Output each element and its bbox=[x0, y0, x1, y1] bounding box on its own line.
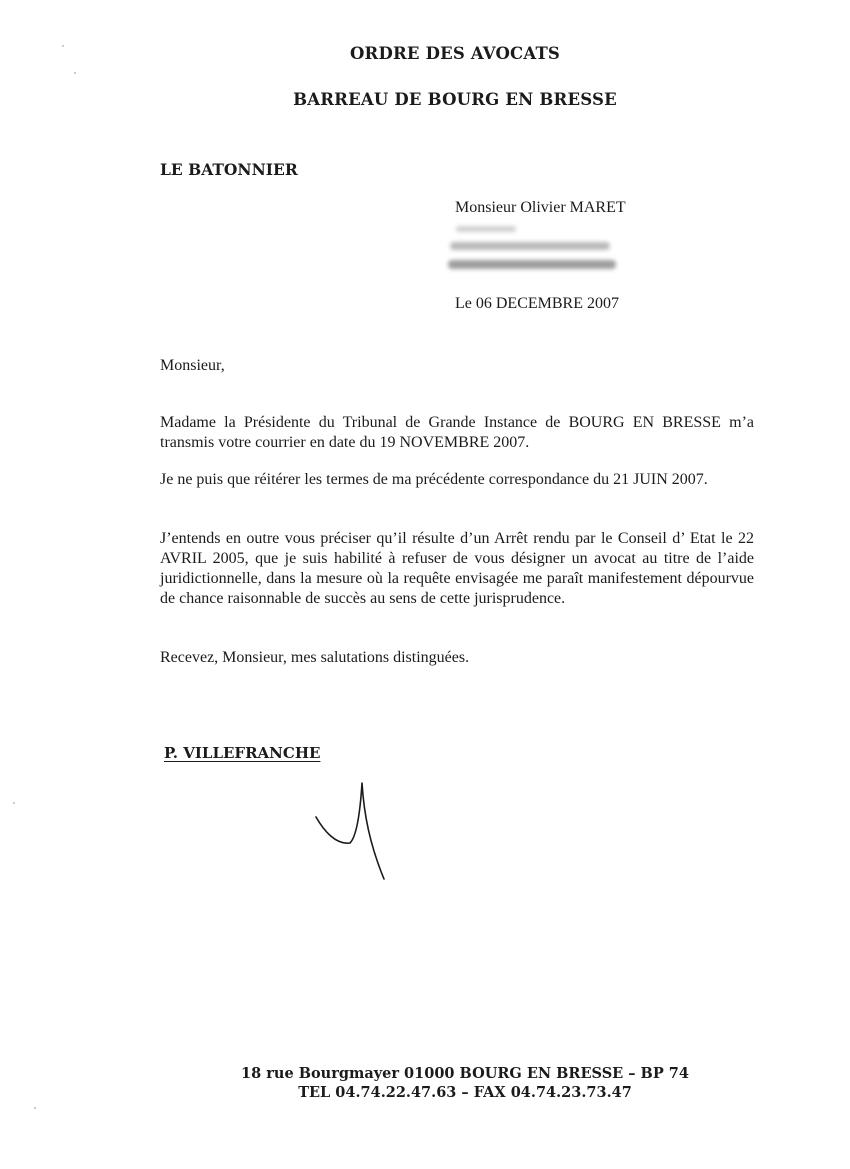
letterhead-subtitle: BARREAU DE BOURG EN BRESSE bbox=[293, 90, 617, 109]
sender-role: LE BATONNIER bbox=[160, 160, 298, 179]
letterhead-title: ORDRE DES AVOCATS bbox=[349, 44, 561, 63]
letter-date: Le 06 DECEMBRE 2007 bbox=[455, 295, 619, 312]
footer-address: 18 rue Bourgmayer 01000 BOURG EN BRESSE – BP 74 bbox=[241, 1065, 689, 1082]
scan-speck bbox=[13, 802, 15, 804]
salutation: Monsieur, bbox=[160, 357, 225, 374]
footer-contact: TEL 04.74.22.47.63 – FAX 04.74.23.73.47 bbox=[298, 1084, 632, 1101]
scan-speck bbox=[34, 1107, 36, 1109]
scan-speck bbox=[62, 45, 64, 47]
paragraph-3: J’entends en outre vous préciser qu’il résulte d’un Arrêt rendu par le Conseil d’ Etat le 22 AVRIL 2005, que je suis habilité à refuser de vous désigner un avocat au titre de l’aide juridictionnelle, dans la mesure où la requête envisagée me paraît manifestement dépourvue de chance raisonnable de succès au sens de cette jurisprudence. bbox=[160, 530, 754, 607]
paragraph-2: Je ne puis que réitérer les termes de ma précédente correspondance du 21 JUIN 2007. bbox=[160, 471, 708, 488]
scan-speck bbox=[74, 72, 76, 74]
paragraph-1: Madame la Présidente du Tribunal de Grande Instance de BOURG EN BRESSE m’a transmis votre courrier en date du 19 NOVEMBRE 2007. bbox=[160, 414, 754, 451]
redacted-address bbox=[448, 222, 618, 278]
signer-name: P. VILLEFRANCHE bbox=[164, 744, 321, 762]
closing-paragraph: Recevez, Monsieur, mes salutations distinguées. bbox=[160, 649, 470, 666]
recipient-name: Monsieur Olivier MARET bbox=[455, 199, 626, 216]
handwritten-signature bbox=[310, 775, 400, 885]
